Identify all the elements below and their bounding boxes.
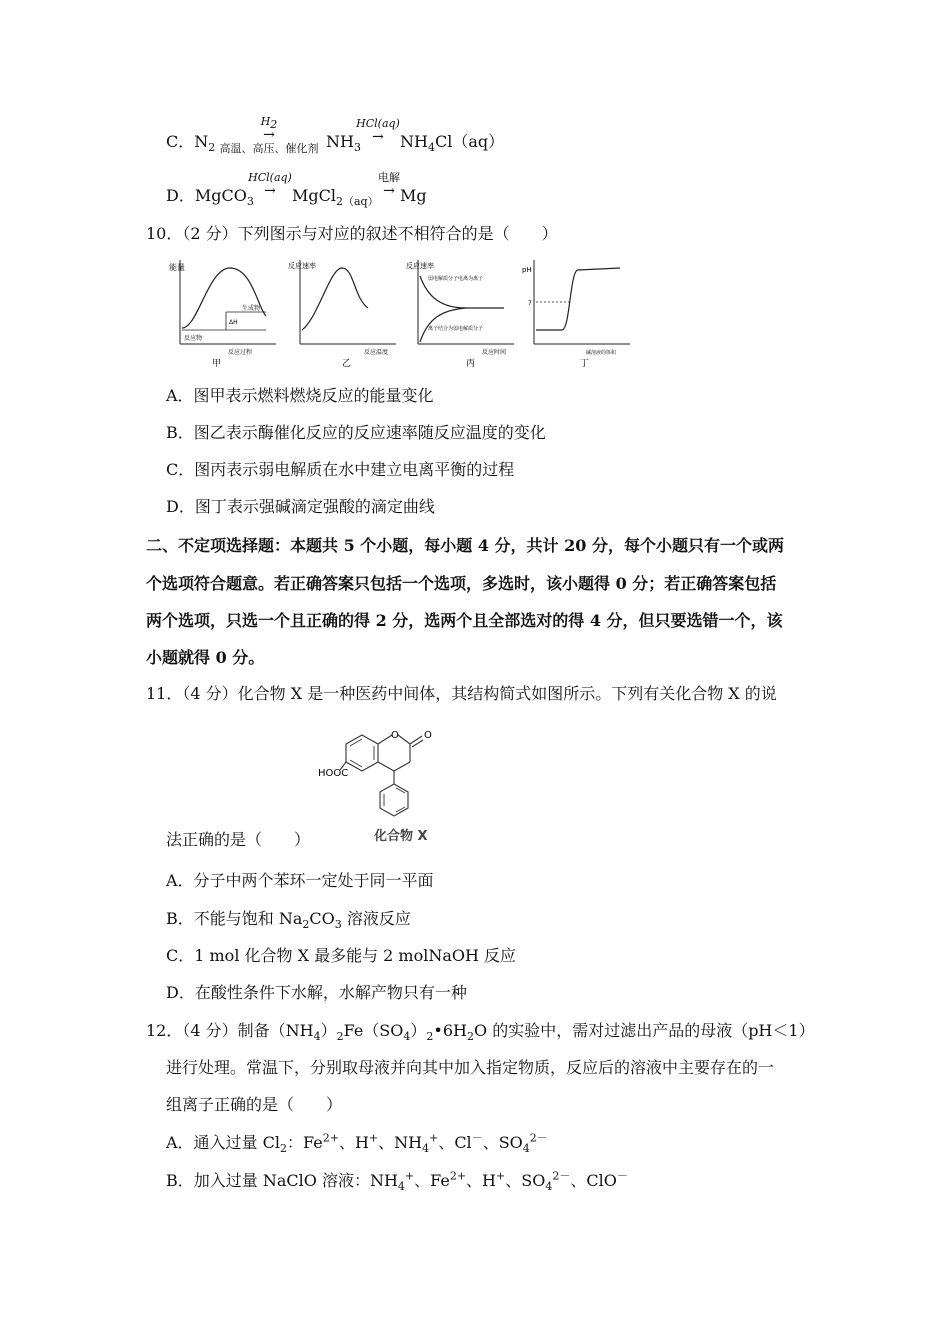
jia-dh: ΔH [229, 319, 238, 326]
compound-x-label: 化合物 X [374, 829, 428, 844]
option-c-nh4cl: $NH_4Cl(aq)$ [400, 132, 505, 155]
ding-xlabel: 碱溶液的体积 [586, 350, 617, 356]
graph-yi [288, 258, 398, 368]
ding-seven: 7 [528, 300, 532, 307]
jia-xlabel: 反应过程 [228, 349, 253, 356]
q10-option-c: C．图丙表示弱电解质在水中建立电离平衡的过程 [166, 460, 515, 479]
carbonyl-oxygen: O [424, 730, 432, 741]
q11-option-d: D．在酸性条件下水解，水解产物只有一种 [166, 983, 467, 1002]
graph-jia [168, 258, 278, 368]
q12-stem-line1: 12．（4 分）制备$(NH_4)_2Fe(SO_4)_2•6H_2O$ 的实验中，需对过滤出产品的母液（pH＜1） [146, 1021, 815, 1044]
section2-line3: 两个选项，只选一个且正确的得 2 分，选两个且全部选对的得 4 分，但只要选错一个，该 [146, 611, 783, 630]
graph-ding [522, 258, 632, 368]
yi-ylabel: 反应速率 [288, 262, 316, 270]
section2-line2: 个选项符合题意。若正确答案只包括一个选项，多选时，该小题得 0 分；若正确答案包括 [146, 574, 777, 593]
q11-option-a: A．分子中两个苯环一定处于同一平面 [166, 871, 434, 890]
reaction-arrow-c1: $H_2$ → 高温、高压、催化剂 [219, 115, 319, 155]
bing-ylabel: 反应速率 [406, 262, 434, 270]
ring-oxygen: O [391, 730, 399, 741]
compound-x-structure [318, 722, 468, 850]
q12-option-a: A．通入过量 $Cl_2$：$Fe^{2+}$、H+、$NH_4^+$、Cl－、$SO_4^{2-}$ [166, 1131, 548, 1156]
ding-ylabel: pH [522, 266, 532, 274]
bing-label-bottom: 离子结合为弱电解质分子 [428, 326, 484, 332]
q11-option-c: C．1 mol 化合物 X 最多能与 2 molNaOH 反应 [166, 946, 517, 965]
jia-ylabel: 能量 [169, 263, 185, 272]
carboxyl-group: HOOC [318, 768, 349, 779]
jia-reactant: 反应物 [184, 335, 203, 342]
bing-xlabel: 反应时间 [482, 349, 507, 356]
yi-xlabel: 反应温度 [364, 349, 389, 356]
ding-caption: 丁 [580, 359, 590, 368]
section2-line4: 小题就得 0 分。 [146, 648, 265, 667]
q10-stem: 10．（2 分）下列图示与对应的叙述不相符合的是（ ） [146, 224, 558, 243]
q11-stem-cont: 法正确的是（ ） [166, 830, 311, 849]
reaction-arrow-c2: HCl(aq) → [356, 117, 400, 145]
jia-caption: 甲 [212, 359, 222, 368]
option-c: C．$N_2$ [166, 132, 216, 155]
option-d-mgcl2: MgCl$_{2(aq)}$ [292, 186, 379, 209]
q12-option-b: B．加入过量 NaClO 溶液：$NH_4^+$、$Fe^{2+}$、H+、$SO_4^{2-}$、ClO－ [166, 1169, 628, 1194]
q10-option-d: D．图丁表示强碱滴定强酸的滴定曲线 [166, 497, 435, 516]
reaction-arrow-d1: HCl(aq) → [248, 171, 292, 199]
q10-option-a: A．图甲表示燃料燃烧反应的能量变化 [166, 386, 434, 405]
graph-bing [406, 258, 516, 368]
option-d-mg: Mg [400, 186, 427, 205]
q12-stem-line2: 进行处理。常温下，分别取母液并向其中加入指定物质，反应后的溶液中主要存在的一 [166, 1058, 775, 1077]
bing-caption: 丙 [466, 359, 476, 368]
reaction-arrow-d2: 电解 → [378, 171, 400, 199]
q11-option-b: B．不能与饱和 $Na_2CO_3$ 溶液反应 [166, 909, 411, 932]
option-d: D．MgCO$_3$ [166, 186, 254, 209]
option-c-nh3: $NH_3$ [326, 132, 361, 155]
q12-stem-line3: 组离子正确的是（ ） [166, 1095, 343, 1114]
bing-label-top: 弱电解质分子电离为离子 [428, 276, 484, 282]
q11-stem: 11．（4 分）化合物 X 是一种医药中间体，其结构简式如图所示。下列有关化合物 X 的说 [146, 684, 777, 703]
section2-line1: 二、不定项选择题：本题共 5 个小题，每小题 4 分，共计 20 分，每个小题只有一个或两 [146, 536, 784, 555]
jia-product: 生成物 [242, 305, 261, 312]
yi-caption: 乙 [342, 359, 352, 368]
q10-option-b: B．图乙表示酶催化反应的反应速率随反应温度的变化 [166, 423, 546, 442]
